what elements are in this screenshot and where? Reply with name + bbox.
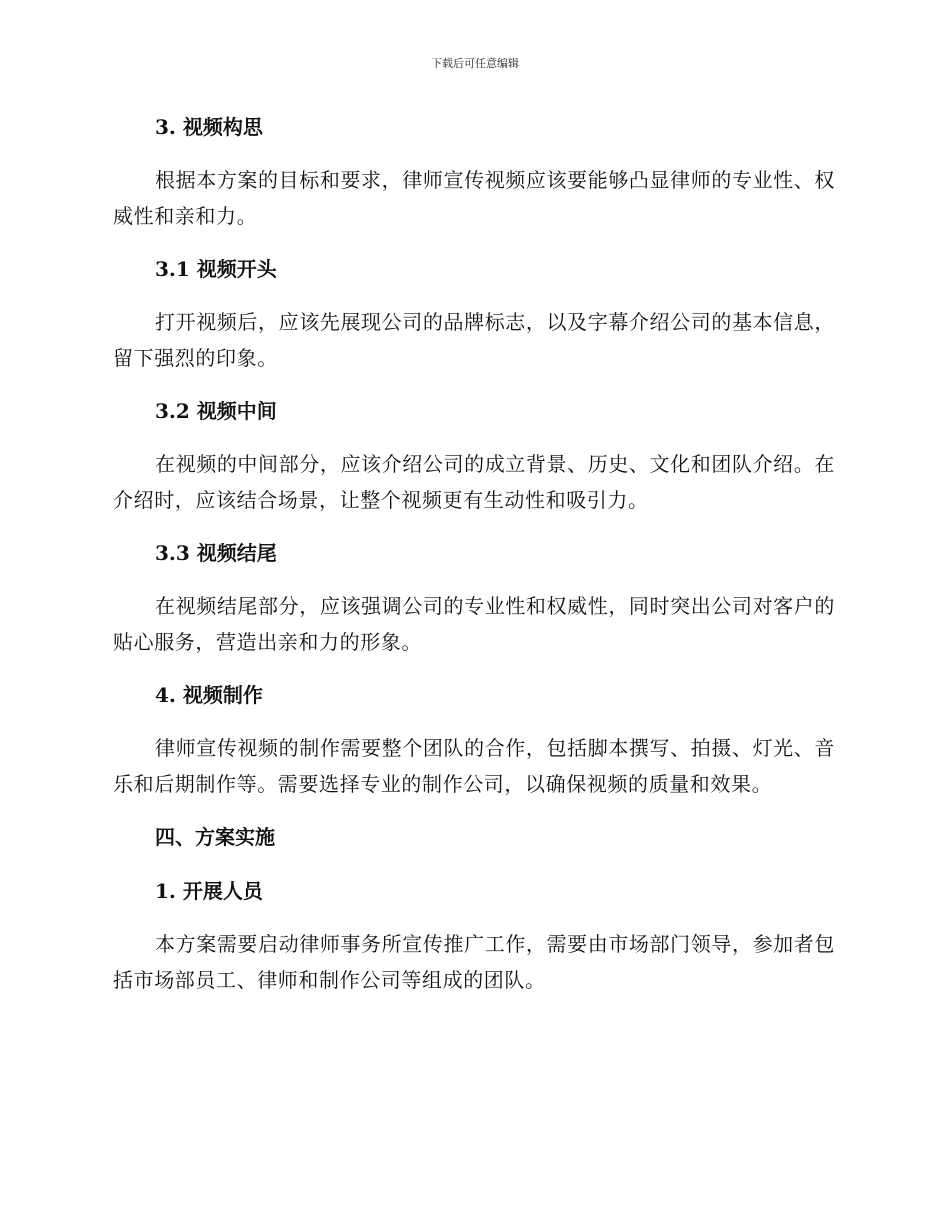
section-heading-video-concept: 3. 视频构思 xyxy=(155,115,263,139)
page-header: 下载后可任意编辑 xyxy=(431,57,519,70)
paragraph-video-concept: 根据本方案的目标和要求，律师宣传视频应该要能够凸显律师的专业性、权威性和亲和力。 xyxy=(113,168,835,228)
paragraph-video-middle: 在视频的中间部分，应该介绍公司的成立背景、历史、文化和团队介绍。在介绍时，应该结合场景，让整个视频更有生动性和吸引力。 xyxy=(113,452,835,512)
section-heading-video-ending: 3.3 视频结尾 xyxy=(155,541,277,565)
section-heading-video-production: 4. 视频制作 xyxy=(155,683,263,707)
section-heading-video-middle: 3.2 视频中间 xyxy=(155,399,277,423)
section-heading-plan-implementation: 四、方案实施 xyxy=(155,825,275,849)
section-heading-video-opening: 3.1 视频开头 xyxy=(155,257,277,281)
paragraph-video-opening: 打开视频后，应该先展现公司的品牌标志，以及字幕介绍公司的基本信息，留下强烈的印象。 xyxy=(113,310,835,370)
document-body xyxy=(113,108,835,1014)
section-heading-staffing: 1. 开展人员 xyxy=(155,879,263,903)
paragraph-video-production: 律师宣传视频的制作需要整个团队的合作，包括脚本撰写、拍摄、灯光、音乐和后期制作等。需要选择专业的制作公司，以确保视频的质量和效果。 xyxy=(113,736,835,796)
paragraph-staffing: 本方案需要启动律师事务所宣传推广工作，需要由市场部门领导，参加者包括市场部员工、律师和制作公司等组成的团队。 xyxy=(113,932,835,992)
paragraph-video-ending: 在视频结尾部分，应该强调公司的专业性和权威性，同时突出公司对客户的贴心服务，营造出亲和力的形象。 xyxy=(113,594,835,654)
